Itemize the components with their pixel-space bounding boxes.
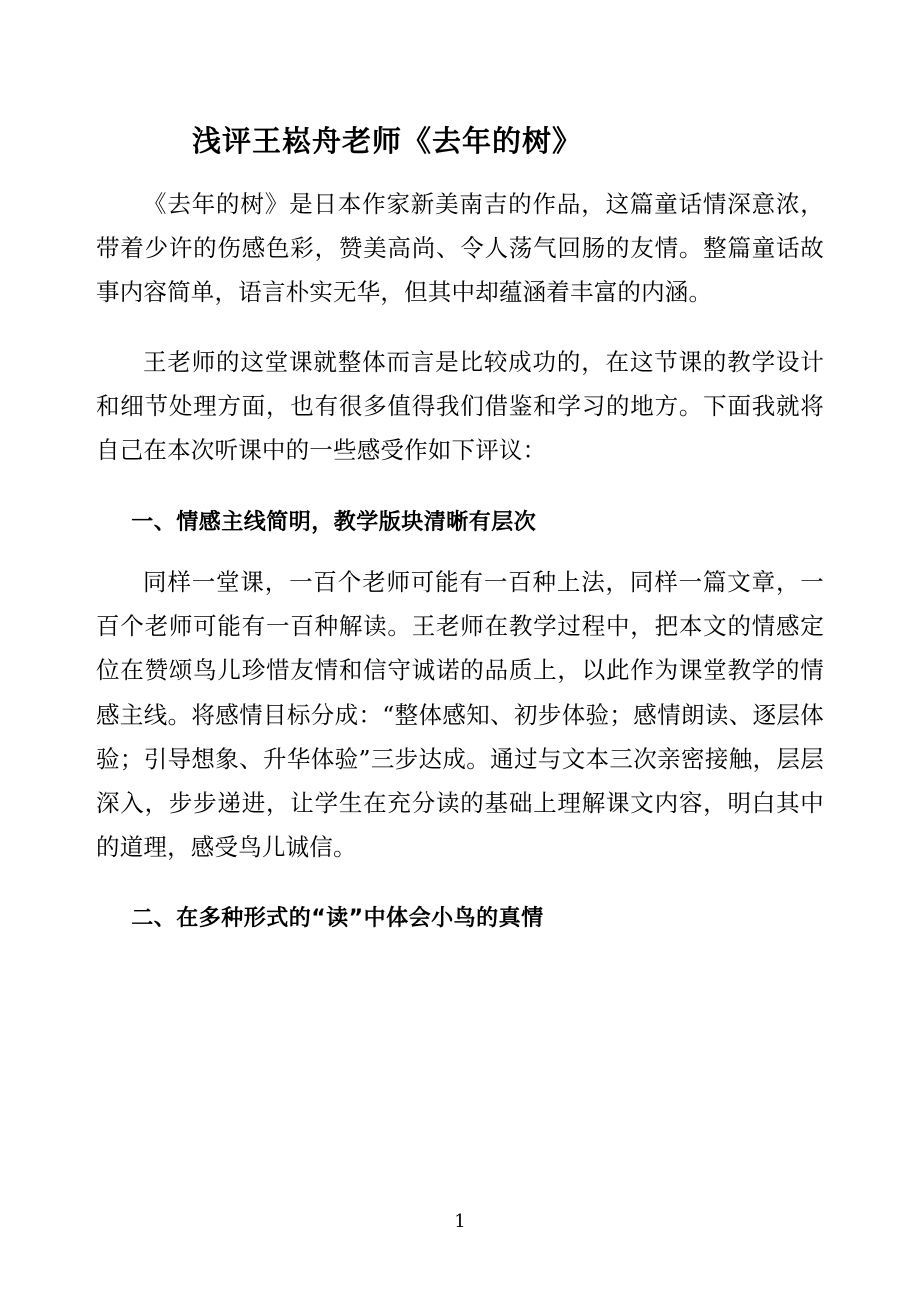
paragraph-3: 同样一堂课，一百个老师可能有一百种上法，同样一篇文章，一百个老师可能有一百种解读。王老师在教学过程中，把本文的情感定位在赞颂鸟儿珍惜友情和信守诚诺的品质上，以此作为课堂教学的情感主线。将感情目标分成：“整体感知、初步体验；感情朗读、逐层体验；引导想象、升华体验”三步达成。通过与文本三次亲密接触，层层深入，步步递进，让学生在充分读的基础上理解课文内容，明白其中的道理，感受鸟儿诚信。 — [96, 568, 824, 862]
page-number: 1 — [454, 1211, 466, 1232]
paragraph-1: 《去年的树》是日本作家新美南吉的作品，这篇童话情深意浓，带着少许的伤感色彩，赞美高尚、令人荡气回肠的友情。整篇童话故事内容简单，语言朴实无华，但其中却蕴涵着丰富的内涵。 — [96, 189, 824, 306]
section-heading-1: 一、情感主线简明，教学版块清晰有层次 — [131, 509, 537, 535]
page-title: 浅评王崧舟老师《去年的树》 — [192, 124, 583, 158]
paragraph-2: 王老师的这堂课就整体而言是比较成功的，在这节课的教学设计和细节处理方面，也有很多值得我们借鉴和学习的地方。下面我就将自己在本次听课中的一些感受作如下评议： — [96, 348, 824, 465]
section-heading-2: 二、在多种形式的“读”中体会小鸟的真情 — [131, 906, 544, 932]
